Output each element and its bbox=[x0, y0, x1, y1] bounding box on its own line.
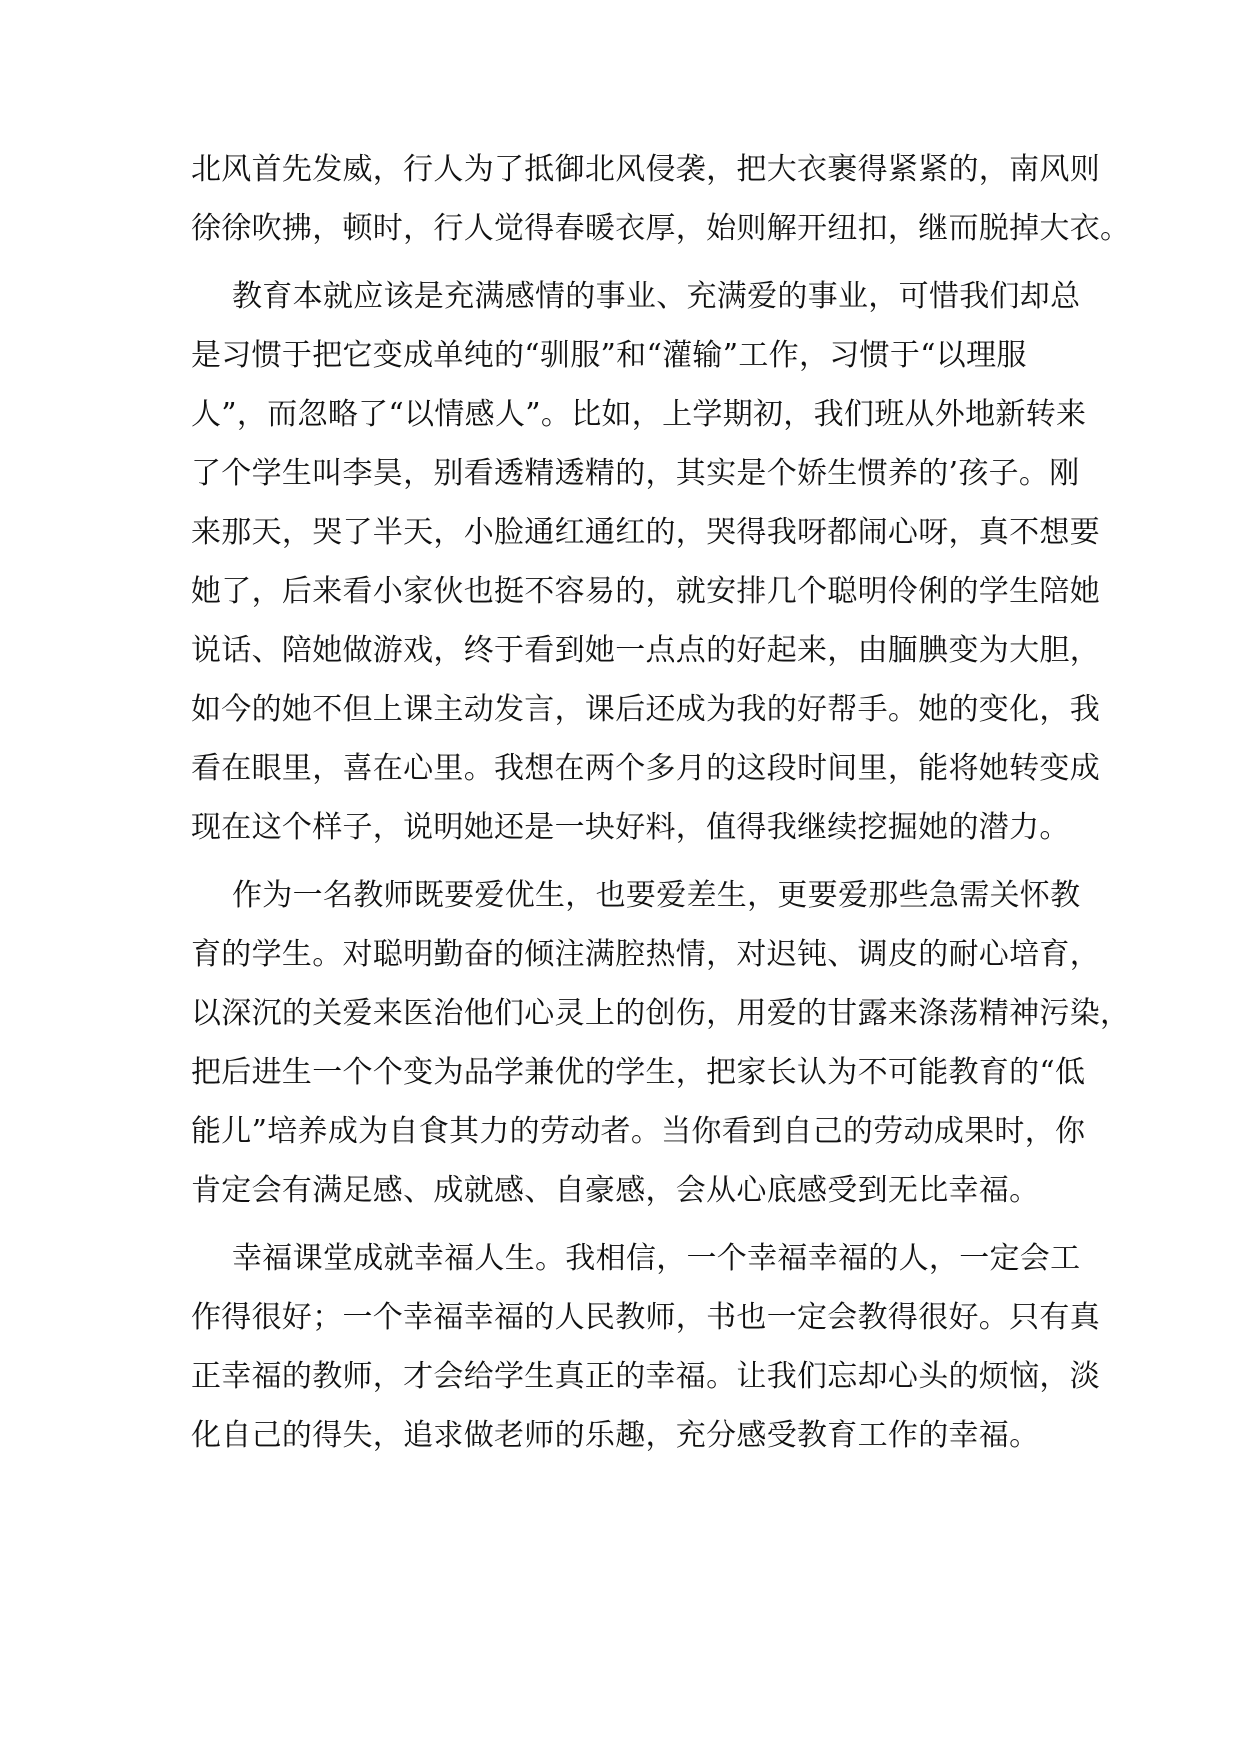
text-line: 看在眼里，喜在心里。我想在两个多月的这段时间里，能将她转变成 bbox=[191, 751, 1100, 786]
text-line: 了个学生叫李昊，别看透精透精的，其实是个娇生惯养的’孩子。刚 bbox=[191, 456, 1080, 491]
text-line: 化自己的得失，追求做老师的乐趣，充分感受教育工作的幸福。 bbox=[191, 1418, 1040, 1453]
text-line: 北风首先发威，行人为了抵御北风侵袭，把大衣裹得紧紧的，南风则 bbox=[191, 152, 1100, 187]
paragraph-first-line: 教育本就应该是充满感情的事业、充满爱的事业，可惜我们却总 bbox=[232, 279, 1081, 314]
text-line: 是习惯于把它变成单纯的“驯服”和“灌输”工作，习惯于“以理服 bbox=[191, 338, 1027, 373]
text-line: 正幸福的教师，才会给学生真正的幸福。让我们忘却心头的烦恼，淡 bbox=[191, 1359, 1100, 1394]
text-line: 作得很好；一个幸福幸福的人民教师，书也一定会教得很好。只有真 bbox=[191, 1300, 1100, 1335]
paragraph-first-line: 作为一名教师既要爱优生，也要爱差生，更要爱那些急需关怀教 bbox=[232, 878, 1081, 913]
text-line: 现在这个样子，说明她还是一块好料，值得我继续挖掘她的潜力。 bbox=[191, 810, 1070, 845]
text-line: 人”，而忽略了“以情感人”。比如，上学期初，我们班从外地新转来 bbox=[191, 397, 1087, 432]
text-line: 来那天，哭了半天，小脸通红通红的，哭得我呀都闹心呀，真不想要 bbox=[191, 515, 1100, 550]
text-line: 说话、陪她做游戏，终于看到她一点点的好起来，由腼腆变为大胆， bbox=[191, 633, 1100, 668]
text-line: 育的学生。对聪明勤奋的倾注满腔热情，对迟钝、调皮的耐心培育， bbox=[191, 937, 1100, 972]
text-line: 肯定会有满足感、成就感、自豪感，会从心底感受到无比幸福。 bbox=[191, 1173, 1040, 1208]
text-line: 如今的她不但上课主动发言，课后还成为我的好帮手。她的变化，我 bbox=[191, 692, 1100, 727]
text-line: 徐徐吹拂，顿时，行人觉得春暖衣厚，始则解开纽扣，继而脱掉大衣。 bbox=[191, 211, 1131, 246]
paragraph-first-line: 幸福课堂成就幸福人生。我相信，一个幸福幸福的人，一定会工 bbox=[232, 1241, 1081, 1276]
text-line: 把后进生一个个变为品学兼优的学生，把家长认为不可能教育的“低 bbox=[191, 1055, 1086, 1090]
text-line: 她了，后来看小家伙也挺不容易的，就安排几个聪明伶俐的学生陪她 bbox=[191, 574, 1100, 609]
text-line: 以深沉的关爱来医治他们心灵上的创伤，用爱的甘露来涤荡精神污染， bbox=[191, 996, 1131, 1031]
text-line: 能儿”培养成为自食其力的劳动者。当你看到自己的劳动成果时，你 bbox=[191, 1114, 1086, 1149]
